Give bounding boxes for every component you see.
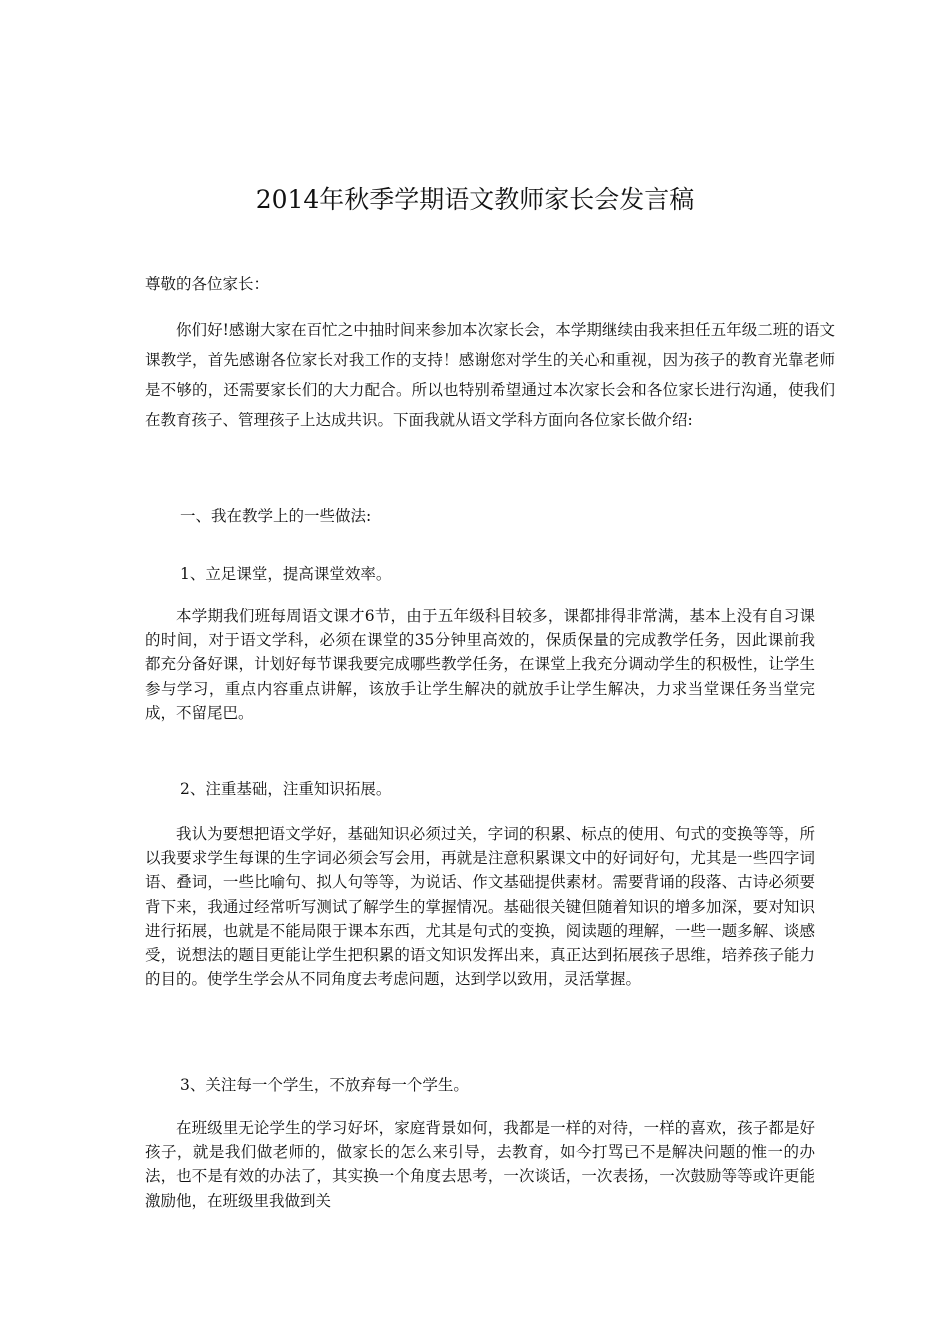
intro-paragraph: 你们好!感谢大家在百忙之中抽时间来参加本次家长会，本学期继续由我来担任五年级二班的语文课教学，首先感谢各位家长对我工作的支持！感谢您对学生的关心和重视，因为孩子的教育光靠老师是不够的，还需要家长们的大力配合。所以也特别希望通过本次家长会和各位家长进行沟通，使我们在教育孩子、管理孩子上达成共识。下面我就从语文学科方面向各位家长做介绍: xyxy=(145,321,835,429)
point-heading-2: 2、注重基础，注重知识拓展。 xyxy=(180,780,392,798)
point-heading-3: 3、关注每一个学生，不放弃每一个学生。 xyxy=(180,1076,469,1094)
document-title: 2014年秋季学期语文教师家长会发言稿 xyxy=(255,185,695,214)
greeting: 尊敬的各位家长： xyxy=(145,275,270,293)
point-heading-1: 1、立足课堂，提高课堂效率。 xyxy=(180,565,392,583)
point-paragraph-3: 在班级里无论学生的学习好坏，家庭背景如何，我都是一样的对待，一样的喜欢，孩子都是好孩子，就是我们做老师的，做家长的怎么来引导，去教育，如今打骂已不是解决问题的惟一的办法，也不是有效的办法了，其实换一个角度去思考，一次谈话，一次表扬，一次鼓励等等或许更能激励他，在班级里我做到关 xyxy=(145,1119,815,1210)
point-paragraph-2: 我认为要想把语文学好，基础知识必须过关，字词的积累、标点的使用、句式的变换等等，所以我要求学生每课的生字词必须会写会用，再就是注意积累课文中的好词好句，尤其是一些四字词语、叠词，一些比喻句、拟人句等等，为说话、作文基础提供素材。需要背诵的段落、古诗必须要背下来，我通过经常听写测试了解学生的掌握情况。基础很关键但随着知识的增多加深，要对知识进行拓展，也就是不能局限于课本东西，尤其是句式的变换，阅读题的理解，一些一题多解、谈感受，说想法的题目更能让学生把积累的语文知识发挥出来，真正达到拓展孩子思维，培养孩子能力的目的。使学生学会从不同角度去考虑问题，达到学以致用，灵活掌握。 xyxy=(145,825,815,989)
section-heading-1: 一、我在教学上的一些做法: xyxy=(180,507,372,525)
point-paragraph-1: 本学期我们班每周语文课才6节，由于五年级科目较多，课都排得非常满，基本上没有自习课的时间，对于语文学科，必须在课堂的35分钟里高效的，保质保量的完成教学任务，因此课前我都充分备好课，计划好每节课我要完成哪些教学任务，在课堂上我充分调动学生的积极性，让学生参与学习，重点内容重点讲解，该放手让学生解决的就放手让学生解决，力求当堂课任务当堂完成，不留尾巴。 xyxy=(145,607,815,722)
